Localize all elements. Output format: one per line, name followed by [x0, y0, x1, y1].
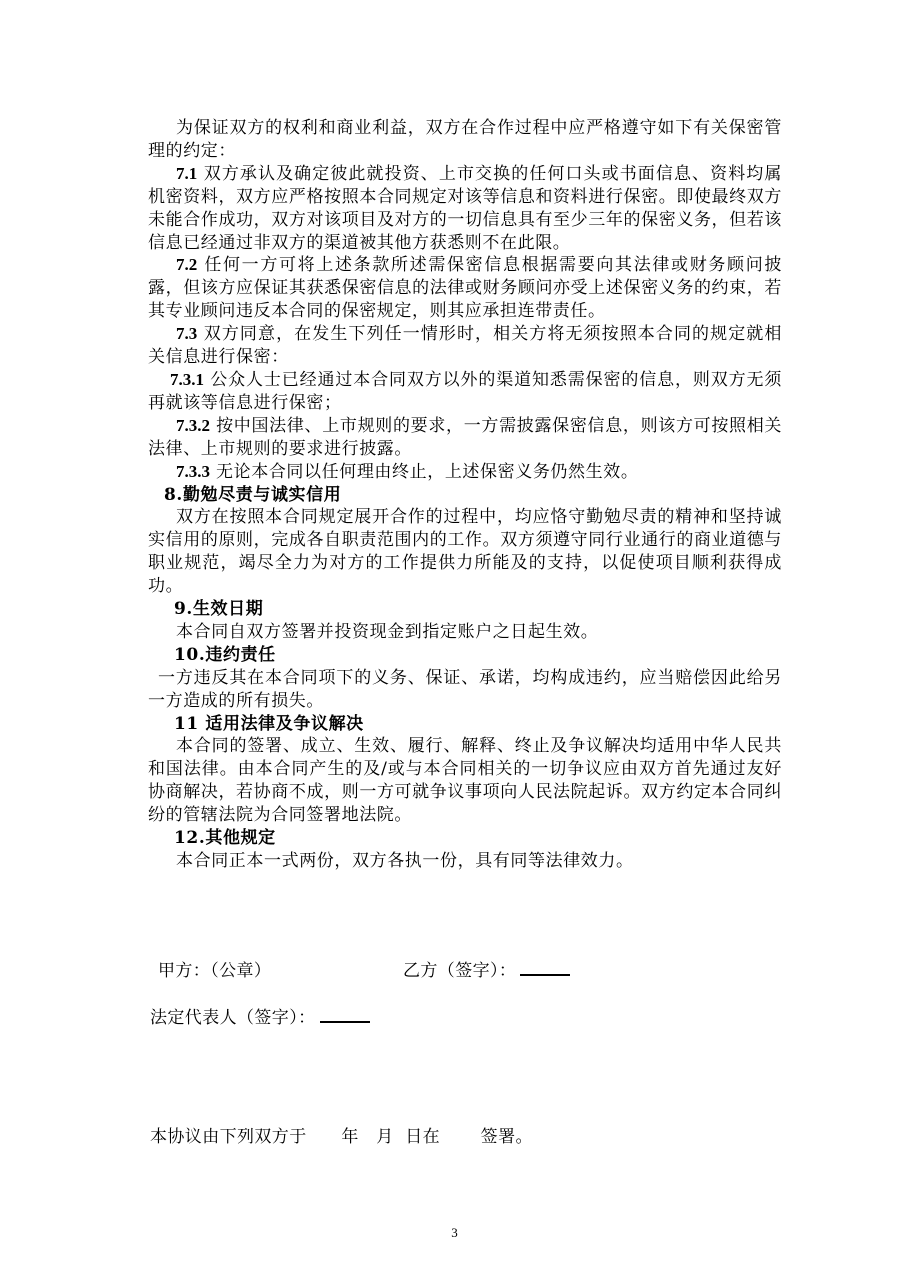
clause-7-1-number: 7.1 — [176, 163, 198, 183]
clause-7-2 — [148, 254, 782, 323]
page-number: 3 — [451, 1225, 458, 1240]
clause-7-1-text: 双方承认及确定彼此就投资、上市交换的任何口头或书面信息、资料均属机密资料，双方应严格按照本合同规定对该等信息和资料进行保密。即使最终双方未能合作成功，双方对该项目及对方的一切信息具有至少三年的保密义务，但若该信息已经通过非双方的渠道被其他方获悉则不在此限。 — [148, 163, 782, 253]
clause-7-3-2-number: 7.3.2 — [176, 415, 210, 435]
clause-7-3-3 — [148, 461, 782, 484]
clause-7-3-2 — [148, 415, 782, 461]
section-11-heading: 11 适用法律及争议解决 — [174, 713, 364, 734]
clause-7-3 — [148, 323, 782, 369]
clause-7-3-1-number: 7.3.1 — [170, 369, 204, 389]
section-10-body: 一方违反其在本合同项下的义务、保证、承诺，均构成违约，应当赔偿因此给另一方造成的所有损失。 — [148, 667, 782, 711]
legal-representative-signature — [150, 1003, 370, 1028]
party-b-signature-line — [520, 960, 570, 976]
section-9-body: 本合同自双方签署并投资现金到指定账户之日起生效。 — [176, 621, 599, 642]
section-11-body: 本合同的签署、成立、生效、履行、解释、终止及争议解决均适用中华人民共和国法律。由本合同产生的及/或与本合同相关的一切争议应由双方首先通过友好协商解决，若协商不成，则一方可就争议事项向人民法院起诉。双方约定本合同纠纷的管辖法院为合同签署地法院。 — [148, 736, 782, 826]
clause-7-2-number: 7.2 — [176, 255, 198, 275]
section-12-body: 本合同正本一式两份，双方各执一份，具有同等法律效力。 — [176, 851, 634, 871]
clause-7-1 — [148, 163, 782, 255]
clause-7-3-3-number: 7.3.3 — [176, 461, 210, 481]
signing-date-line: 本协议由下列双方于 年 月 日在 签署。 — [150, 1127, 533, 1147]
clause-7-3-number: 7.3 — [176, 324, 198, 344]
party-b-label: 乙方（签字）： — [403, 961, 517, 981]
contract-body — [148, 117, 782, 873]
section-12-heading: 12.其他规定 — [174, 828, 276, 849]
section-10-heading: 10.违约责任 — [174, 644, 276, 665]
legal-rep-signature-line — [320, 1007, 370, 1023]
clause-7-3-2-text: 按中国法律、上市规则的要求，一方需披露保密信息，则该方可按照相关法律、上市规则的要求进行披露。 — [148, 415, 782, 459]
section-8-body: 双方在按照本合同规定展开合作的过程中，均应恪守勤勉尽责的精神和坚持诚实信用的原则，完成各自职责范围内的工作。双方须遵守同行业通行的商业道德与职业规范，竭尽全力为对方的工作提供力所能及的支持，以促使项目顺利获得成功。 — [148, 507, 782, 597]
clause-7-3-1-text: 公众人士已经通过本合同双方以外的渠道知悉需保密的信息，则双方无须再就该等信息进行保密； — [148, 369, 782, 413]
section-8-heading: 8.勤勉尽责与诚实信用 — [164, 484, 342, 505]
clause-7-2-text: 任何一方可将上述条款所述需保密信息根据需要向其法律或财务顾问披露，但该方应保证其获悉保密信息的法律或财务顾问亦受上述保密义务的约束，若其专业顾问违反本合同的保密规定，则其应承担连带责任。 — [148, 255, 782, 322]
clause-7-3-text: 双方同意，在发生下列任一情形时，相关方将无须按照本合同的规定就相关信息进行保密： — [148, 324, 782, 368]
clause-7-3-1 — [148, 369, 782, 415]
party-b-signature — [403, 956, 570, 981]
clause-7-3-3-text: 无论本合同以任何理由终止，上述保密义务仍然生效。 — [216, 461, 639, 482]
legal-rep-label: 法定代表人（签字）： — [150, 1008, 316, 1028]
party-a-seal-label: 甲方：（公章） — [158, 961, 272, 981]
confidentiality-intro: 为保证双方的权利和商业利益，双方在合作过程中应严格遵守如下有关保密管理的约定： — [148, 118, 782, 161]
section-9-heading: 9.生效日期 — [174, 599, 264, 620]
